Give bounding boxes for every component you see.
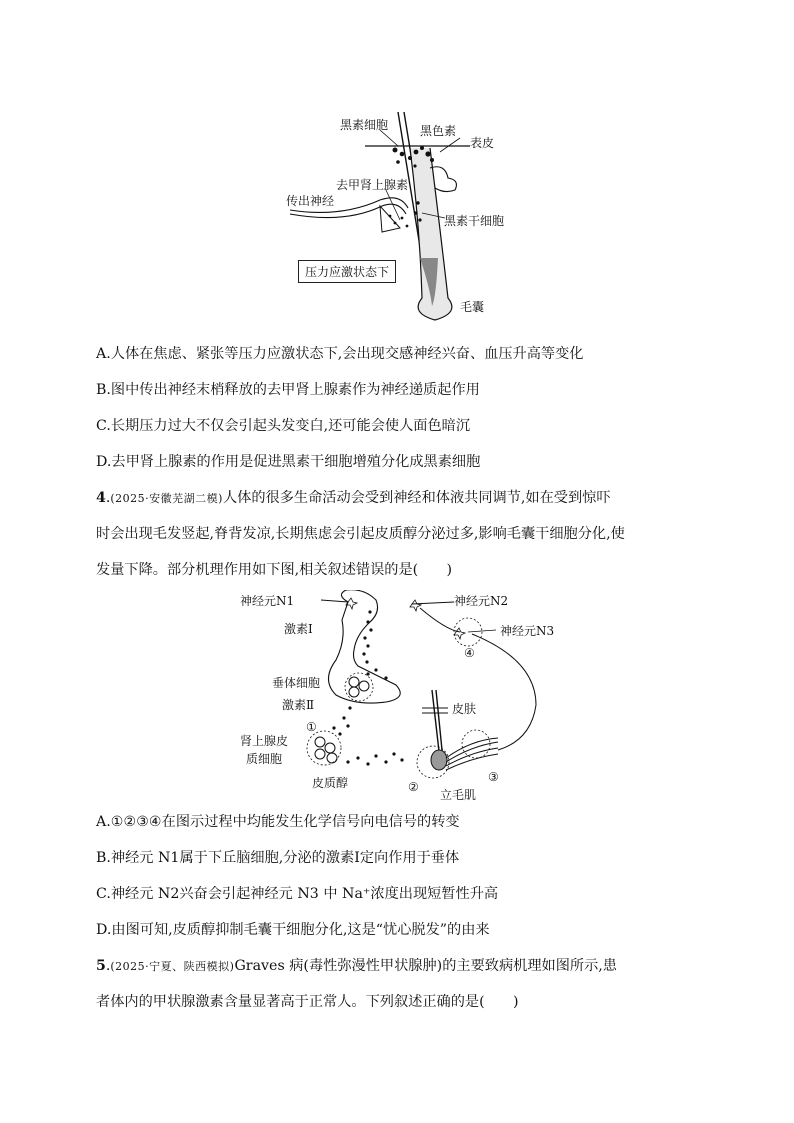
q3-option-c: C.长期压力过大不仅会引起头发变白,还可能会使人面色暗沉: [96, 418, 471, 434]
q4-stem-line1: 4.(2025·安徽芜湖二模)人体的很多生命活动会受到神经和体液共同调节,如在受到惊吓: [96, 490, 611, 506]
q5-stem-line1: 5.(2025·宁夏、陕西模拟)Graves 病(毒性弥漫性甲状腺肿)的主要致病机理如图所示,患: [96, 958, 617, 974]
q5-text-1: Graves 病(毒性弥漫性甲状腺肿)的主要致病机理如图所示,患: [234, 958, 617, 974]
label-circle-2: ②: [408, 780, 419, 794]
figure-hair-follicle: [270, 108, 530, 330]
label-epidermis: 表皮: [470, 136, 495, 150]
label-cortisol: 皮质醇: [312, 776, 349, 790]
label-efferent-nerve: 传出神经: [286, 194, 335, 208]
label-circle-4: ④: [464, 646, 475, 660]
q5-number: 5: [96, 958, 106, 974]
q3-option-b: B.图中传出神经末梢释放的去甲肾上腺素作为神经递质起作用: [96, 382, 480, 398]
label-n3: 神经元N3: [500, 624, 555, 638]
q4-number: 4: [96, 490, 106, 506]
q4-source: (2025·安徽芜湖二模): [110, 492, 223, 505]
label-pituitary: 垂体细胞: [272, 676, 321, 690]
label-adrenal-line2: 质细胞: [246, 752, 283, 766]
label-melanocyte: 黑素细胞: [340, 118, 389, 132]
label-n2: 神经元N2: [454, 594, 509, 608]
stress-state-box: 压力应激状态下: [298, 260, 396, 283]
q4-option-a: A.①②③④在图示过程中均能发生化学信号向电信号的转变: [96, 814, 460, 830]
q3-option-d: D.去甲肾上腺素的作用是促进黑素干细胞增殖分化成黑素细胞: [96, 454, 481, 470]
label-adrenal-line1: 肾上腺皮: [240, 734, 289, 748]
q4-stem-line3: 发量下降。部分机理作用如下图,相关叙述错误的是( ): [96, 562, 453, 578]
q5-stem-line2: 者体内的甲状腺激素含量显著高于正常人。下列叙述正确的是( ): [96, 994, 519, 1010]
label-melanin: 黑色素: [420, 124, 457, 138]
q3-option-a: A.人体在焦虑、紧张等压力应激状态下,会出现交感神经兴奋、血压升高等变化: [96, 346, 584, 362]
q5-source: (2025·宁夏、陕西模拟): [110, 960, 235, 973]
q4-option-c: C.神经元 N2兴奋会引起神经元 N3 中 Na⁺浓度出现短暂性升高: [96, 886, 499, 902]
q4-stem-line2: 时会出现毛发竖起,脊背发凉,长期焦虑会引起皮质醇分泌过多,影响毛囊干细胞分化,使: [96, 526, 625, 542]
q4-option-d: D.由图可知,皮质醇抑制毛囊干细胞分化,这是“忧心脱发”的由来: [96, 922, 490, 938]
figure-regulation: [236, 590, 566, 805]
label-hair-follicle: 毛囊: [460, 300, 485, 314]
label-n1: 神经元N1: [240, 594, 295, 608]
label-skin: 皮肤: [452, 702, 477, 716]
label-hormone2: 激素Ⅱ: [282, 698, 315, 712]
q4-text-1: 人体的很多生命活动会受到神经和体液共同调节,如在受到惊吓: [222, 490, 611, 506]
label-melanocyte-stem-cell: 黑素干细胞: [444, 214, 505, 228]
label-circle-1: ①: [306, 720, 317, 734]
label-hormone1: 激素Ⅰ: [284, 622, 313, 636]
label-norepinephrine: 去甲肾上腺素: [336, 178, 409, 192]
q4-option-b: B.神经元 N1属于下丘脑细胞,分泌的激素Ⅰ定向作用于垂体: [96, 850, 460, 866]
label-circle-3: ③: [488, 770, 499, 784]
label-arrector-muscle: 立毛肌: [440, 788, 477, 802]
